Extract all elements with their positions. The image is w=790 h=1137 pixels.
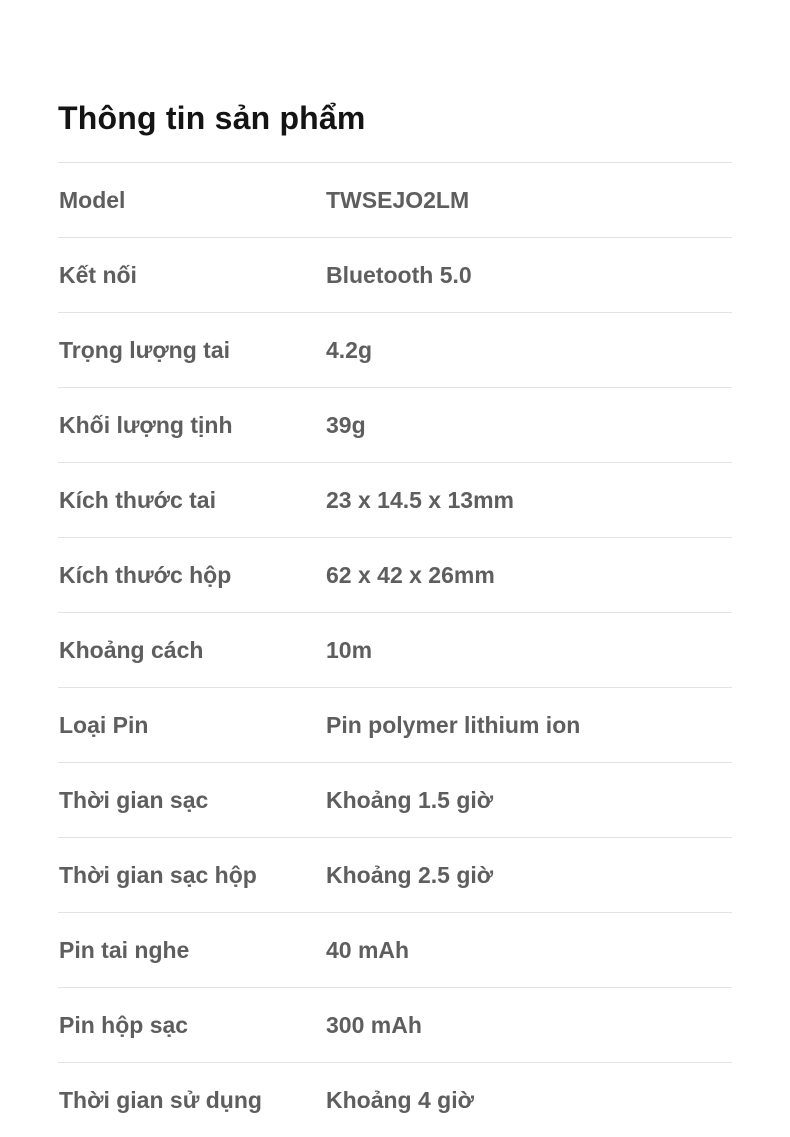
spec-value: Khoảng 2.5 giờ — [326, 862, 494, 888]
spec-label: Khoảng cách — [59, 637, 204, 663]
spec-row-case-size — [58, 537, 732, 612]
spec-label: Pin tai nghe — [59, 937, 190, 963]
spec-value: Pin polymer lithium ion — [326, 712, 581, 738]
spec-value: Khoảng 1.5 giờ — [326, 787, 494, 813]
spec-value: 39g — [326, 412, 366, 438]
spec-label: Thời gian sạc — [59, 787, 209, 813]
spec-label: Khối lượng tịnh — [59, 412, 233, 438]
spec-label: Model — [59, 187, 126, 213]
spec-value: 40 mAh — [326, 937, 410, 963]
spec-row-case-charge-time — [58, 837, 732, 912]
spec-row-range — [58, 612, 732, 687]
spec-label: Loại Pin — [59, 712, 149, 738]
spec-row-net-weight — [58, 387, 732, 462]
spec-value: 23 x 14.5 x 13mm — [326, 487, 514, 513]
spec-value: Khoảng 4 giờ — [326, 1087, 474, 1113]
spec-value: 62 x 42 x 26mm — [326, 562, 495, 588]
spec-value: 4.2g — [326, 337, 373, 363]
spec-row-case-battery — [58, 987, 732, 1062]
spec-value: Bluetooth 5.0 — [326, 262, 472, 288]
spec-value: TWSEJO2LM — [326, 187, 470, 213]
page-title: Thông tin sản phẩm — [58, 100, 366, 136]
spec-label: Thời gian sử dụng — [59, 1087, 262, 1113]
spec-row-earbud-weight — [58, 312, 732, 387]
spec-label: Trọng lượng tai — [59, 337, 230, 363]
spec-row-charge-time — [58, 762, 732, 837]
spec-row-battery-type — [58, 687, 732, 762]
spec-row-earbud-battery — [58, 912, 732, 987]
spec-row-earbud-size — [58, 462, 732, 537]
spec-label: Kết nối — [59, 262, 137, 288]
spec-label: Thời gian sạc hộp — [59, 862, 257, 888]
spec-row-usage-time — [58, 1062, 732, 1137]
spec-row-model — [58, 162, 732, 237]
spec-label: Kích thước tai — [59, 487, 216, 513]
spec-row-connection — [58, 237, 732, 312]
spec-table — [58, 162, 732, 1137]
spec-label: Kích thước hộp — [59, 562, 232, 588]
spec-label: Pin hộp sạc — [59, 1012, 189, 1038]
spec-value: 300 mAh — [326, 1012, 422, 1038]
spec-value: 10m — [326, 637, 373, 663]
